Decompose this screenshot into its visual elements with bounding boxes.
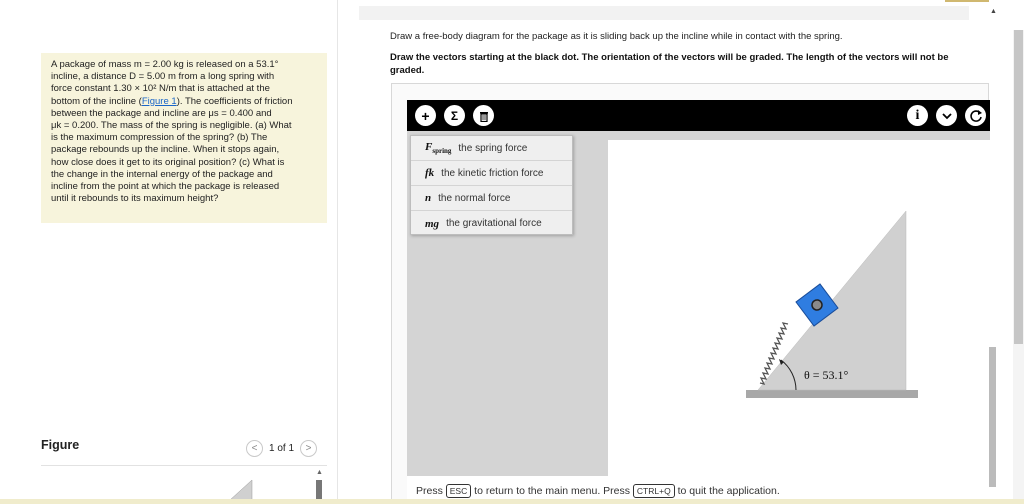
legend-gravitational-force[interactable] [411,211,572,236]
ground [746,390,918,398]
problem-text: ). The coefficients of friction [176,95,293,107]
vector-label: the normal force [438,192,511,204]
reset-icon [969,109,983,123]
figure-thumbnail [220,478,280,500]
legend-normal-force[interactable] [411,186,572,211]
ctrl-q-key: CTRL+Q [633,484,675,498]
vector-symbol: n [425,192,432,204]
status-text: to quit the application. [677,485,780,497]
header-strip [359,6,969,20]
problem-line: the change in the internal energy of the package and [51,168,273,180]
problem-statement [41,53,327,223]
problem-line: until it rebounds to its maximum height? [51,193,219,205]
menu-button[interactable] [936,105,957,126]
scroll-up-icon[interactable]: ▲ [990,8,997,15]
divider [41,465,327,466]
instruction-text: Draw a free-body diagram for the package as it is sliding back up the incline while in contact with the spring. [390,31,843,42]
instruction-bold: Draw the vectors starting at the black dot. The orientation of the vectors will be graded. The length of the vectors will not be graded. [390,52,949,76]
vector-legend [410,135,573,235]
vector-symbol: fk [425,167,435,179]
problem-line: between the package and incline are μs = 0.400 and [51,107,272,119]
figure-link[interactable]: Figure 1 [141,95,177,107]
problem-line [51,96,319,108]
problem-text: bottom of the incline ( [51,95,142,107]
vector-label: the kinetic friction force [441,167,544,179]
problem-line: μk = 0.200. The mass of the spring is negligible. (a) What [51,120,292,132]
problem-pane [0,0,338,504]
vector-label: the spring force [458,142,528,154]
esc-key: ESC [446,484,471,498]
prev-figure-button[interactable]: < [246,440,263,457]
problem-line: force constant 1.30 × 10² N/m that is attached at the [51,83,270,95]
fbd-toolbar [407,100,990,131]
figure-heading: Figure [41,438,80,452]
problem-line: how close does it get to its original position? (c) What is [51,156,285,168]
status-text: to return to the main menu. Press [474,485,630,497]
next-figure-button[interactable]: > [300,440,317,457]
pager-count: 1 of 1 [269,443,295,454]
incline-diagram [608,140,990,476]
figure-pager [246,440,317,457]
problem-line: is the maximum compression of the spring? (b) The [51,132,268,144]
vector-symbol: $F_{spring}$ [425,140,452,156]
legend-spring-force[interactable] [411,136,572,161]
inner-scrollbar[interactable] [989,347,996,487]
problem-line: incline from the point at which the package is released [51,181,280,193]
trash-icon [479,110,489,122]
reset-button[interactable] [965,105,986,126]
problem-line: incline, a distance D = 5.00 m from a long spring with [51,71,275,83]
delete-button[interactable] [473,105,494,126]
drawing-area[interactable] [608,140,990,476]
sum-vector-button[interactable]: Σ [444,105,465,126]
angle-label: θ = 53.1° [804,368,849,382]
vector-label: the gravitational force [446,218,542,229]
status-text: Press [416,485,443,497]
info-button[interactable]: i [907,105,928,126]
problem-line: package rebounds up the incline. When it stops again, [51,144,280,156]
page-scrollbar-thumb[interactable] [1014,30,1023,344]
scroll-up-icon[interactable]: ▲ [316,469,323,476]
bottom-strip [0,499,1024,504]
problem-line: A package of mass m = 2.00 kg is released on a 53.1° [51,59,279,70]
add-vector-button[interactable]: + [415,105,436,126]
chevron-down-icon [942,112,952,120]
vector-symbol: mg [425,217,440,230]
legend-kinetic-friction[interactable] [411,161,572,186]
accent-bar [945,0,989,2]
